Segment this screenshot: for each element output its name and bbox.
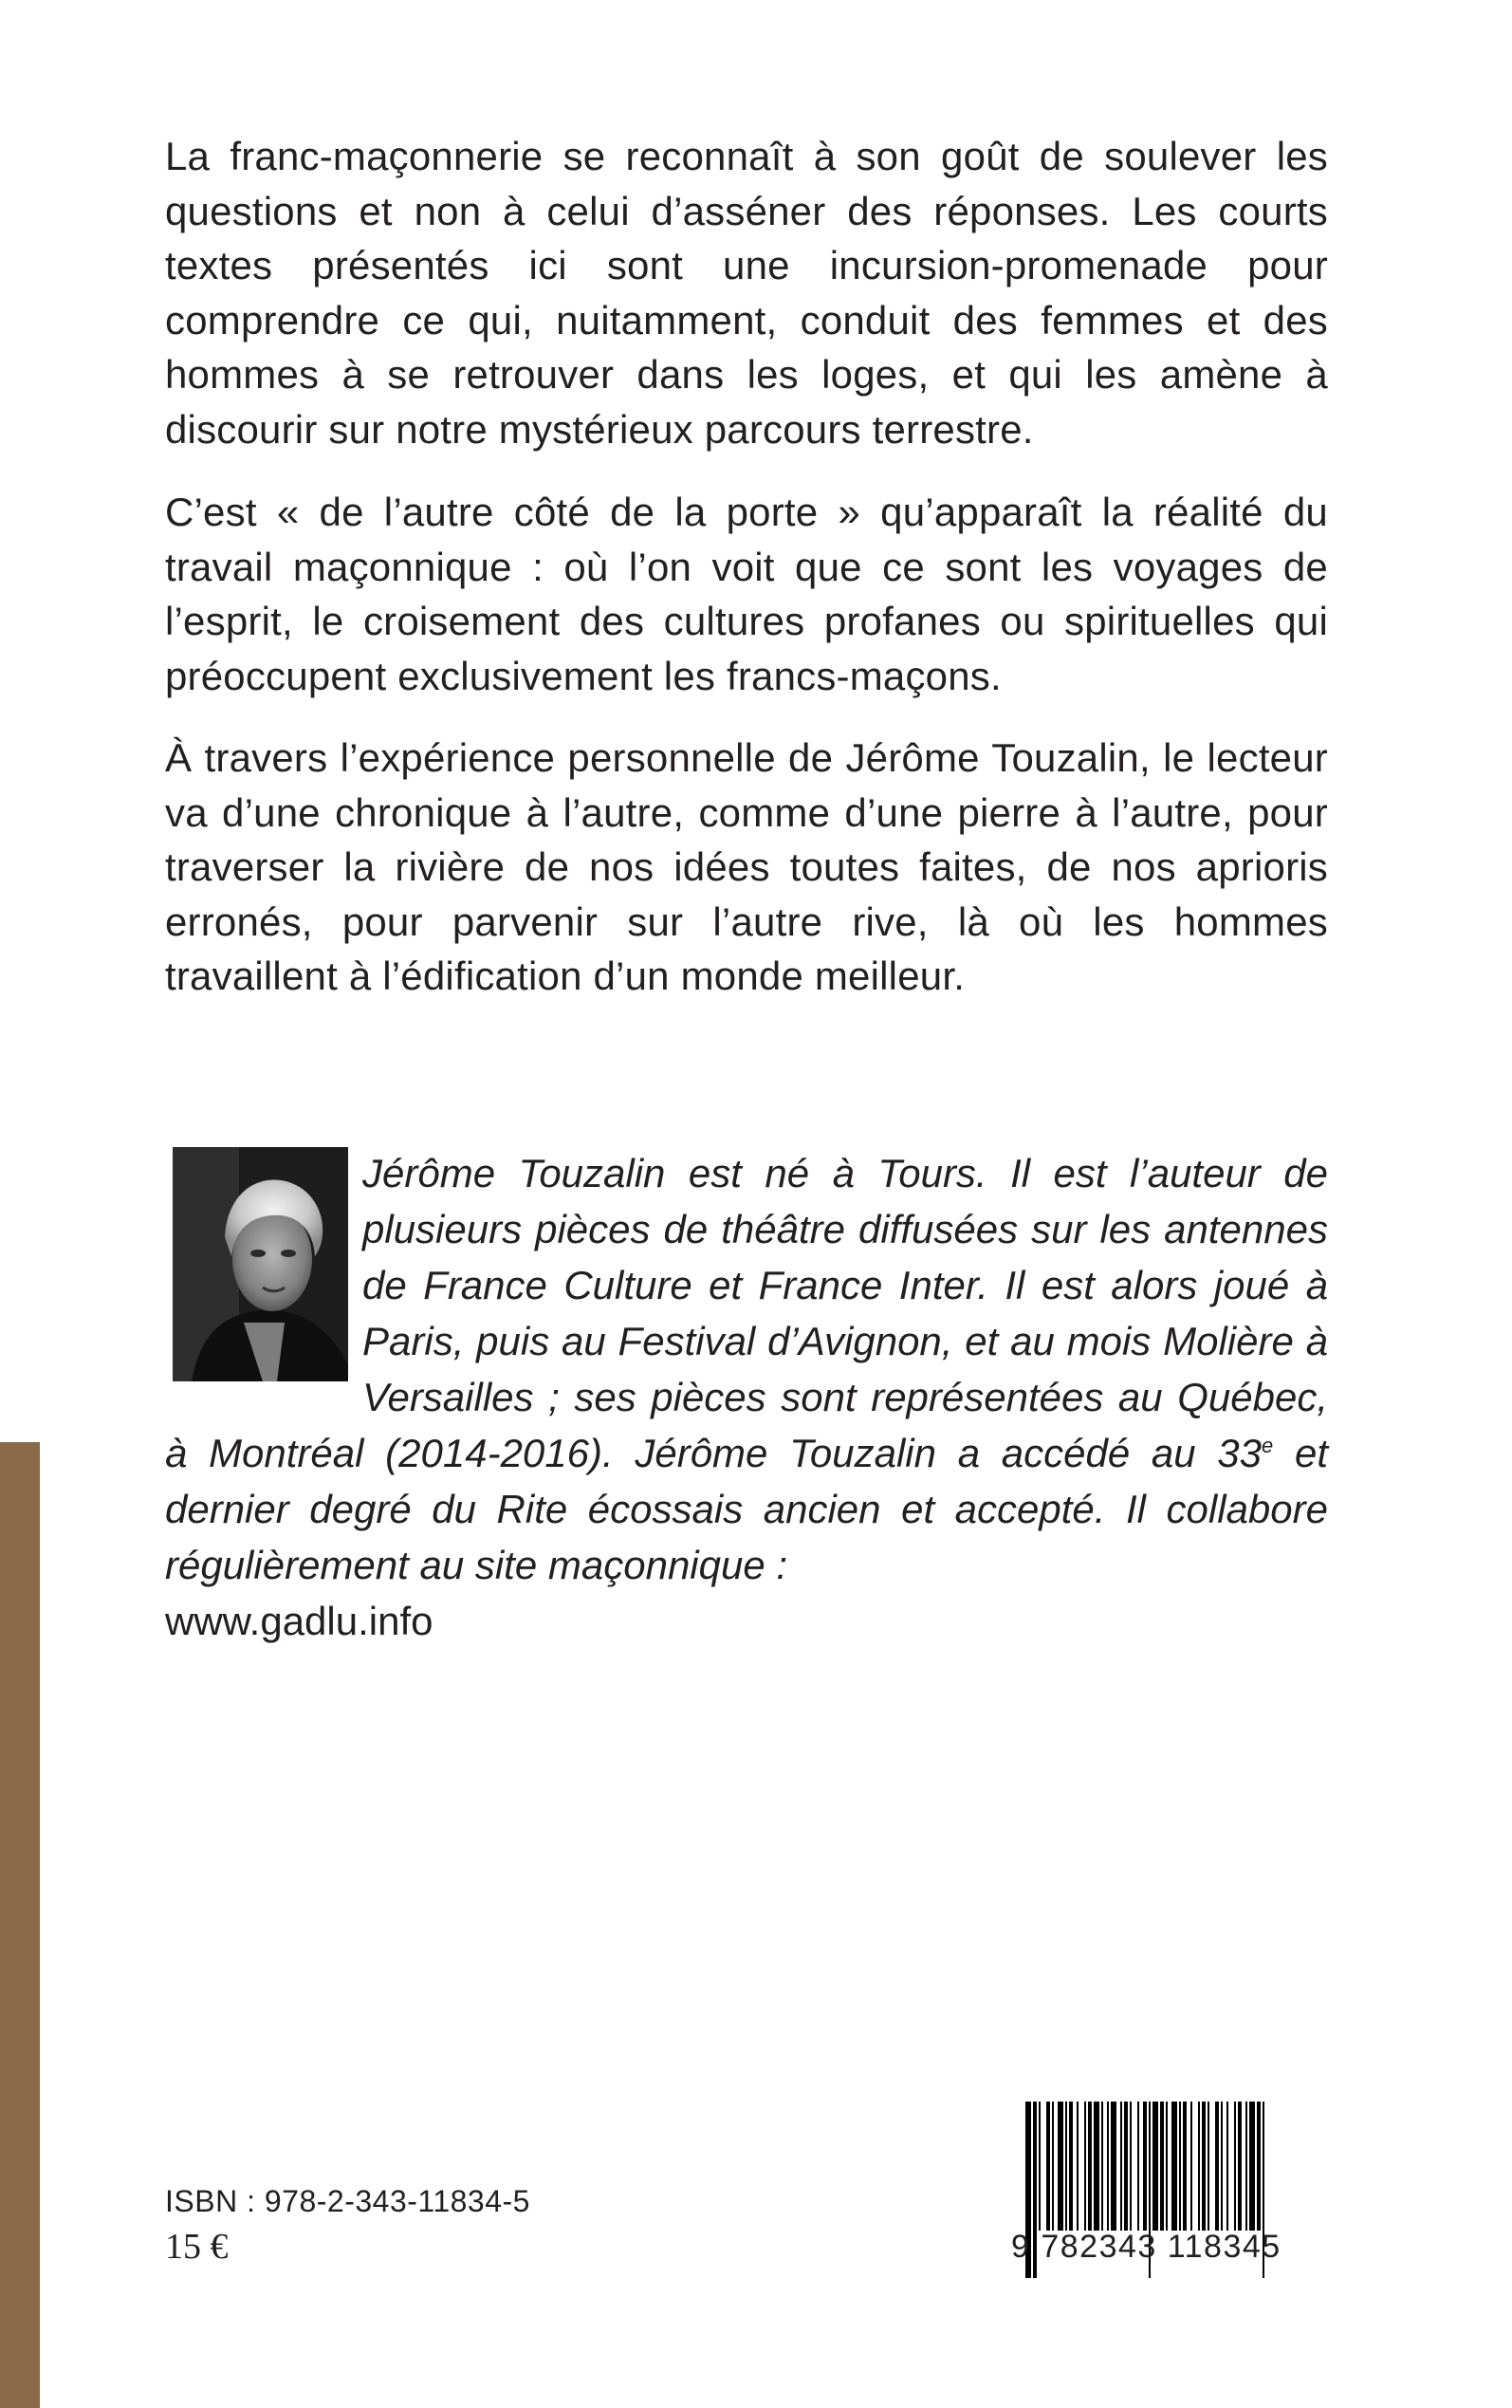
barcode-bar [1137, 2102, 1139, 2231]
barcode-bar [1221, 2102, 1223, 2231]
isbn-label: ISBN : 978-2-343-11834-5 [165, 2184, 530, 2218]
barcode-bar [1094, 2102, 1099, 2231]
barcode-bar [1198, 2102, 1200, 2231]
price-label: 15 € [165, 2227, 229, 2267]
barcode-bar [1208, 2102, 1209, 2231]
blurb-paragraph-1: La franc-maçonnerie se reconnaît à son goût de soulever les questions et non à celui d’asséner des réponses. Les courts textes présentés ici sont une incursion-promenade pour comprendre ce qui, nuitamment, conduit des femmes et des hommes à se retrouver dans les loges, et qui les amène à discourir sur notre mystérieux parcours terrestre. [165, 134, 1328, 452]
barcode-bar [1065, 2102, 1067, 2231]
barcode-bar [1257, 2102, 1261, 2231]
barcode-bar [1069, 2102, 1073, 2231]
bio-text-part-1: est né à Tours. Il est l’auteur de plusieurs pièces de théâtre diffusées sur les antennes de France Culture et France Inter. Il est alors joué à Paris, puis au Festival d’Avignon, et au mois Molière à Versailles ; ses pièces sont représentées au Québec, à Montréal (2014-2016). Jérôme Touzalin a accédé au 33 [165, 1151, 1328, 1475]
barcode-bar [1190, 2102, 1192, 2231]
barcode-bar [1111, 2102, 1116, 2231]
photo-spacer [165, 1145, 362, 1388]
spine-color-band [0, 1442, 40, 2408]
barcode-bar [1120, 2102, 1122, 2231]
barcode-bar [1152, 2102, 1158, 2231]
barcode-bar [1245, 2102, 1247, 2231]
barcode-bar [1058, 2102, 1063, 2231]
barcode-bar [1124, 2102, 1128, 2231]
degree-superscript: e [1262, 1434, 1274, 1457]
barcode-bar [1039, 2102, 1041, 2231]
barcode-bar [1183, 2102, 1187, 2231]
blurb-paragraph-3: À travers l’expérience personnelle de Jérôme Touzalin, le lecteur va d’une chronique à l’autre, comme d’une pierre à l’autre, pour traverser la rivière de nos idées toutes faites, de nos aprioris erronés, pour parvenir sur l’autre rive, là où les hommes travaillent à l’édification d’un monde meilleur. [165, 735, 1328, 998]
barcode-bar [1249, 2102, 1255, 2231]
barcode-bar [1130, 2102, 1132, 2231]
barcode-bar [1101, 2102, 1103, 2231]
barcode-bar [1143, 2102, 1147, 2231]
barcode-bar [1046, 2102, 1050, 2231]
barcode-bar [1238, 2102, 1242, 2231]
barcode-bar [1171, 2102, 1177, 2231]
barcode-bar [1052, 2102, 1054, 2231]
barcode-bar [1084, 2102, 1086, 2231]
author-name: Jérôme Touzalin [362, 1151, 666, 1195]
website-link[interactable]: www.gadlu.info [165, 1599, 433, 1643]
bio-text-part-2: et dernier degré du Rite écossais ancien et accepté. Il collabore régulièrement au site maçonnique : [165, 1431, 1329, 1587]
barcode-bar [1234, 2102, 1236, 2231]
barcode-bar [1160, 2102, 1164, 2231]
barcode-bar [1179, 2102, 1181, 2231]
barcode-bar [1107, 2102, 1109, 2231]
barcode-digits: 9 782343 118345 [1011, 2229, 1282, 2265]
author-biography [165, 1145, 1328, 1649]
barcode-bar [1215, 2102, 1219, 2231]
blurb-paragraph-2: C’est « de l’autre côté de la porte » qu’apparaît la réalité du travail maçonnique : où l’on voit que ce sont les voyages de l’esprit, le croisement des cultures profanes ou spirituelles qui préoccupent exclusivement les francs-maçons. [165, 490, 1328, 698]
barcode-bar [1077, 2102, 1079, 2231]
barcode-bar [1202, 2102, 1206, 2231]
barcode-bar [1226, 2102, 1228, 2231]
barcode-bar [1166, 2102, 1168, 2231]
barcode-bar [1088, 2102, 1092, 2231]
